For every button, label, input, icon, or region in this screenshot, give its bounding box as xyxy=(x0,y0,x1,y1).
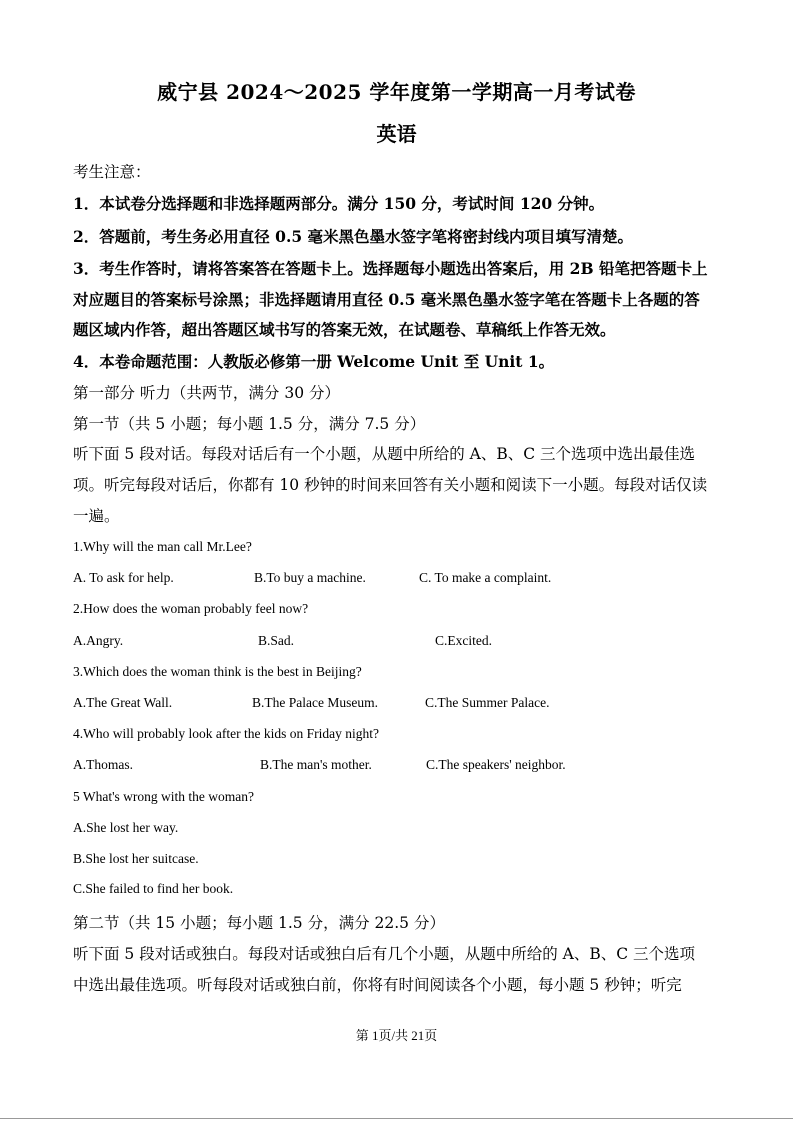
question-5-option-a: A.She lost her way. xyxy=(73,820,179,835)
question-2-option-a: A.Angry. xyxy=(73,633,124,648)
question-4-option-b: B.The man's mother. xyxy=(260,757,372,772)
section2-instructions-1: 听下面 5 段对话或独白。每段对话或独白后有几个小题，从题中所给的 A、B、C 三个选项 xyxy=(73,945,696,963)
question-2-stem: 2.How does the woman probably feel now? xyxy=(73,601,309,616)
notice-item-3-cont2: 题区域内作答，超出答题区域书写的答案无效，在试题卷、草稿纸上作答无效。 xyxy=(73,320,616,339)
exam-title: 威宁县 2024～2025 学年度第一学期高一月考试卷 xyxy=(157,80,636,104)
question-1-option-b: B.To buy a machine. xyxy=(254,570,366,585)
section1-instructions-2: 项。听完每段对话后，你都有 10 秒钟的时间来回答有关小题和阅读下一小题。每段对话仅读 xyxy=(73,476,708,494)
question-5-stem: 5 What's wrong with the woman? xyxy=(73,789,255,804)
section1-instructions-1: 听下面 5 段对话。每段对话后有一个小题，从题中所给的 A、B、C 三个选项中选出最佳选 xyxy=(73,445,696,463)
question-3-option-b: B.The Palace Museum. xyxy=(252,695,378,710)
section2-instructions-2: 中选出最佳选项。听每段对话或独白前，你将有时间阅读各个小题，每小题 5 秒钟；听完 xyxy=(73,976,682,994)
question-5-option-b: B.She lost her suitcase. xyxy=(73,851,199,866)
part1-heading: 第一部分 听力（共两节，满分 30 分） xyxy=(73,384,341,402)
section1-heading: 第一节（共 5 小题；每小题 1.5 分，满分 7.5 分） xyxy=(73,415,426,433)
notice-heading: 考生注意： xyxy=(73,163,151,181)
question-1-option-a: A. To ask for help. xyxy=(73,570,174,585)
question-2-option-b: B.Sad. xyxy=(258,633,295,648)
page-footer: 第 1页/共 21页 xyxy=(355,1028,438,1043)
notice-item-1: 1．本试卷分选择题和非选择题两部分。满分 150 分，考试时间 120 分钟。 xyxy=(73,194,605,213)
question-1-stem: 1.Why will the man call Mr.Lee? xyxy=(73,539,252,554)
question-3-stem: 3.Which does the woman think is the best in Beijing? xyxy=(73,664,362,679)
question-3-option-c: C.The Summer Palace. xyxy=(425,695,550,710)
notice-item-4: 4．本卷命题范围：人教版必修第一册 Welcome Unit 至 Unit 1。 xyxy=(73,352,555,371)
notice-item-2: 2．答题前，考生务必用直径 0.5 毫米黑色墨水签字笔将密封线内项目填写清楚。 xyxy=(73,227,634,246)
question-3-option-a: A.The Great Wall. xyxy=(73,695,173,710)
exam-subject: 英语 xyxy=(376,122,417,146)
question-4-stem: 4.Who will probably look after the kids on Friday night? xyxy=(73,726,379,741)
question-4-option-c: C.The speakers' neighbor. xyxy=(426,757,566,772)
question-4-option-a: A.Thomas. xyxy=(73,757,133,772)
section2-heading: 第二节（共 15 小题；每小题 1.5 分，满分 22.5 分） xyxy=(73,914,445,932)
notice-item-3-cont: 对应题目的答案标号涂黑；非选择题请用直径 0.5 毫米黑色墨水签字笔在答题卡上各题的答 xyxy=(73,290,700,309)
question-5-option-c: C.She failed to find her book. xyxy=(73,881,234,896)
question-2-option-c: C.Excited. xyxy=(435,633,492,648)
bottom-divider xyxy=(0,1118,793,1119)
section1-instructions-3: 一遍。 xyxy=(73,507,120,525)
notice-item-3: 3．考生作答时，请将答案答在答题卡上。选择题每小题选出答案后，用 2B 铅笔把答题卡上 xyxy=(73,259,708,278)
question-1-option-c: C. To make a complaint. xyxy=(419,570,552,585)
